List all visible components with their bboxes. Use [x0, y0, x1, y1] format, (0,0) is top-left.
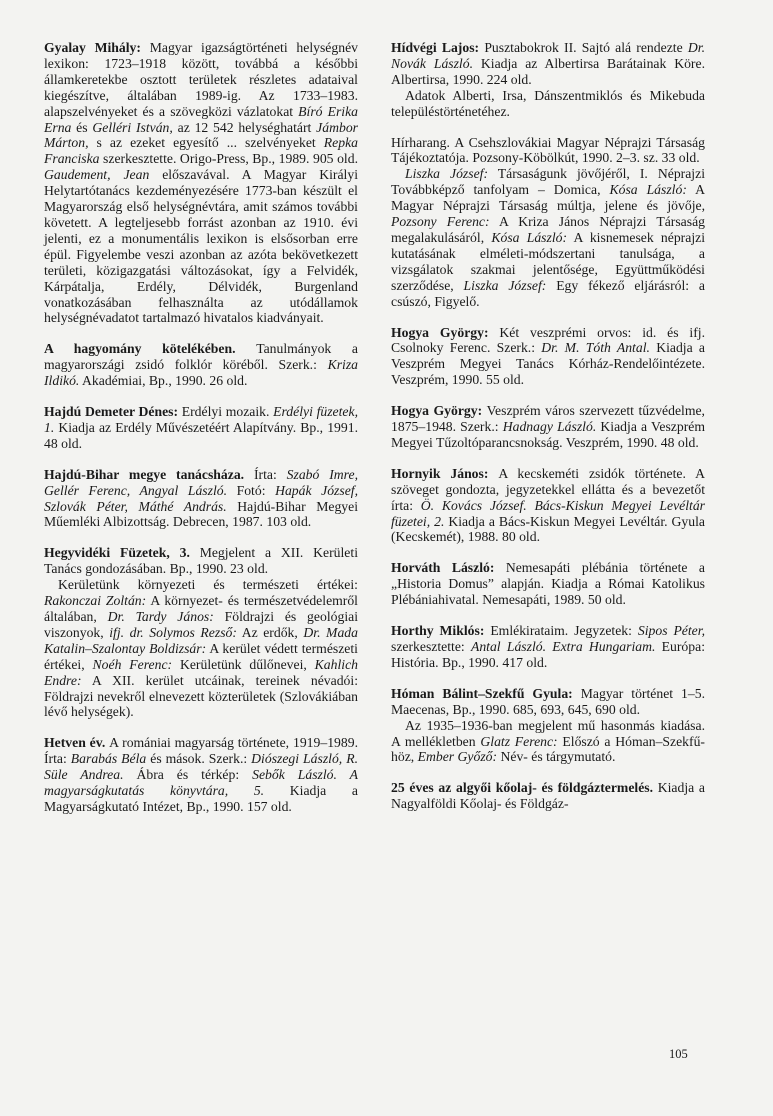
entry-heading: Hajdú-Bihar megye tanácsháza. — [44, 466, 254, 482]
entry-citation — [44, 341, 358, 389]
text-run: Társaságunk jövőjéről, I. Néprajzi Továbbképző tanfolyam – Domica, — [391, 166, 705, 198]
italic-text: ifj. dr. Solymos Rezső: — [109, 624, 237, 640]
text-run: Kerületünk környezeti és természeti értékei: — [58, 577, 358, 593]
entry-citation — [44, 404, 358, 452]
entry-annotation — [391, 166, 705, 309]
text-run: Ábra és térkép: — [123, 767, 253, 783]
bibliography-entry — [44, 40, 358, 326]
entry-citation — [391, 466, 705, 546]
entry-heading: A hagyomány kötelékében. — [44, 341, 257, 357]
italic-text: Noéh Ferenc: — [92, 656, 173, 672]
italic-text: Liszka József: — [405, 166, 489, 182]
entry-citation — [44, 735, 358, 815]
text-run: Kiadja az Erdély Művészetéért Alapítvány. Bp., 1991. 48 old. — [44, 419, 358, 451]
text-run: A kecskeméti zsidók története. A szöveget gondozta, jegyzetekkel ellátta és a bevezetőt írta: — [391, 465, 705, 513]
entry-heading: Horváth László: — [391, 560, 506, 576]
italic-text: Glatz Ferenc: — [480, 733, 558, 749]
entry-citation — [391, 623, 705, 671]
entry-citation — [391, 135, 705, 167]
italic-text: Gaudement, Jean — [44, 167, 150, 183]
text-run: Európa: História. Bp., 1990. 417 old. — [391, 639, 705, 670]
text-run: Megjelent a XII. Kerületi Tanács gondozásában. Bp., 1990. 23 old. — [44, 545, 358, 577]
italic-text: Hapák József, Szlovák Péter, Máthé András. — [44, 482, 358, 514]
entry-heading: Gyalay Mihály: — [44, 40, 150, 55]
text-run: A romániai magyarság története, 1919–1989. Írta: — [44, 735, 358, 767]
text-run: A Kriza János Néprajzi Társaság megalakulásáról, — [391, 214, 705, 245]
entry-annotation — [391, 718, 705, 766]
entry-heading: Hajdú Demeter Dénes: — [44, 404, 182, 420]
italic-text: Szabó Imre, Gellér Ferenc, Angyal László. — [44, 466, 358, 498]
bibliography-entry — [391, 780, 705, 812]
italic-text: Dr. Novák László. — [391, 40, 705, 71]
entry-citation — [44, 467, 358, 531]
text-run: Nemesapáti plébánia története a „Historia Domus” alapján. Kiadja a Római Katolikus Plébániahivatal. Nemesapáti, 1989. 50 old. — [391, 560, 705, 608]
italic-text: Kósa László: — [609, 182, 687, 198]
bibliography-entry — [391, 623, 705, 671]
text-run: A környezet- és természetvédelemről általában, — [44, 593, 358, 624]
text-run: Tanulmányok a magyarországi zsidó folklór köréből. Szerk.: — [44, 341, 358, 373]
bibliography-entry — [391, 40, 705, 120]
bibliography-entry — [391, 686, 705, 766]
text-run: s az ezeket egyesítő ... szelvényeket — [88, 135, 324, 151]
text-run: és — [71, 119, 93, 135]
italic-text: Dr. Mada Katalin–Szalontay Boldizsár: — [44, 624, 358, 656]
italic-text: Kósa László: — [491, 229, 568, 245]
entry-citation — [391, 686, 705, 718]
italic-text: Dr. M. Tóth Antal. — [541, 340, 650, 356]
entry-heading: Hegyvidéki Füzetek, 3. — [44, 545, 200, 561]
text-run: Az erdők, — [236, 624, 304, 640]
entry-citation — [44, 40, 358, 326]
text-run: A kisnemesek néprajzi kutatásának elméleti-módszertani tanulsága, a vizsgálatok szakmai jelentősége, Együttműködési szerződése, — [391, 229, 705, 293]
italic-text: Hadnagy László. — [502, 419, 597, 435]
text-run: Kiadja a Veszprém Megyei Tanács Kórház-Rendelőintézete. Veszprém, 1990. 55 old. — [391, 340, 706, 388]
text-run: A Magyar Néprajzi Társaság múltja, jelene és jövője, — [391, 182, 705, 214]
italic-text: Sipos Péter, — [637, 623, 705, 639]
bibliography-entry — [391, 135, 705, 310]
text-run: A XII. kerület utcáinak, tereinek névadói: Földrajzi nevekről elnevezett közterületek (Szlovákiában lévő helységek). — [44, 672, 358, 720]
entry-citation — [391, 560, 705, 608]
italic-text: Sebők László. A magyarságkutatás könyvtára, 5. — [44, 767, 359, 799]
italic-text: Jámbor Márton, — [44, 119, 358, 151]
italic-text: Pozsony Ferenc: — [391, 214, 490, 230]
text-run: Kiadja a Nagyalföldi Kőolaj- és Földgáz- — [391, 780, 706, 812]
bibliography-entry — [44, 404, 358, 452]
text-run: az 12 542 helységhatárt — [172, 119, 317, 135]
text-run: Magyar igazságtörténeti helységnév lexikon: 1723–1918 között, továbbá a későbbi államkeretekbe osztott területek részletes adataival kiegészítve, általában 1989-ig. Az 1733–1983. alapszelvényeket és a szövegközi vázlatokat — [44, 40, 358, 119]
entry-heading: 25 éves az algyői kőolaj- és földgáztermelés. — [391, 780, 658, 796]
bibliography-entry — [44, 735, 358, 815]
text-run: Kerületünk dűlőnevei, — [172, 656, 315, 672]
text-run: Erdélyi mozaik. — [181, 404, 274, 420]
italic-text: Kriza Ildikó. — [44, 357, 358, 389]
entry-citation — [391, 780, 705, 812]
italic-text: Erdélyi füzetek, 1. — [44, 404, 359, 435]
italic-text: Ö. Kovács József. Bács-Kiskun Megyei Levéltár füzetei, 2. — [391, 497, 705, 529]
bibliography-entry — [44, 545, 358, 720]
text-run: Emlékirataim. Jegyzetek: — [490, 623, 638, 639]
text-run: előszavával. A Magyar Királyi Helytartótanács kezdeményezésére 1773-ban készült el Magyarország első helységnévtára, amit számos további követett. A legteljesebb forrást azonban az 1910. évi jelenti, ez a monumentális lexikon is elsősorban erre épül. Figyelembe veszi azonban az azóta bekövetkezett területi, közigazgatási változásokat, így a Felvidék, Kárpátalja, Erdély, Délvidék, Burgenland vonatkozásában felhasználta az utódállamok helységnévadatot tartalmazó hivatalos kiadványait. — [44, 167, 358, 326]
bibliography-entry — [391, 560, 705, 608]
italic-text: Antal László. Extra Hungariam. — [470, 639, 656, 654]
bibliography-entry — [391, 403, 705, 451]
entry-heading: Hetven év. — [44, 735, 110, 751]
text-run: Adatok Alberti, Irsa, Dánszentmiklós és Mikebuda településtörténetéhez. — [391, 87, 705, 119]
entry-heading: Hídvégi Lajos: — [391, 40, 485, 55]
text-run: szerkesztette: — [391, 639, 471, 654]
text-run: Kiadja a Magyarságkutató Intézet, Bp., 1990. 157 old. — [44, 783, 358, 814]
text-run: Az 1935–1936-ban megjelent mű hasonmás kiadása. A mellékletben — [391, 717, 705, 749]
bibliography-entry — [391, 325, 705, 389]
italic-text: Repka Franciska — [44, 135, 358, 167]
entry-annotation — [44, 577, 358, 720]
left-column — [44, 40, 358, 830]
italic-text: Barabás Béla — [70, 751, 147, 767]
entry-citation — [391, 325, 705, 389]
bibliography-entry — [391, 466, 705, 546]
text-run: Fotó: — [227, 482, 276, 498]
italic-text: Bíró Erika Erna — [44, 103, 358, 135]
bibliography-entry — [44, 467, 358, 531]
italic-text: Rakonczai Zoltán: — [44, 593, 147, 609]
text-run: Név- és tárgymutató. — [497, 749, 616, 765]
text-run: Veszprém város szervezett tűzvédelme, 1875–1948. Szerk.: — [391, 403, 705, 435]
text-run: Pusztabokrok II. Sajtó alá rendezte — [484, 40, 688, 55]
italic-text: Dr. Tardy János: — [107, 609, 214, 624]
page-number: 105 — [669, 1047, 688, 1061]
text-run: Előszó a Hóman–Szekfű-höz, — [391, 733, 705, 765]
bibliography-entry — [44, 341, 358, 389]
text-run: Hajdú-Bihar Megyei Műemléki Albizottság. Debrecen, 1987. 103 old. — [44, 498, 359, 530]
entry-heading: Hornyik János: — [391, 465, 499, 481]
entry-heading: Hóman Bálint–Szekfű Gyula: — [391, 685, 581, 701]
text-run: Magyar történet 1–5. Maecenas, Bp., 1990. 685, 693, 645, 690 old. — [391, 685, 706, 717]
entry-heading: Hogya György: — [391, 324, 500, 340]
text-run: Kiadja a Bács-Kiskun Megyei Levéltár. Gyula (Kecskemét), 1988. 80 old. — [391, 513, 705, 545]
text-run: Írta: — [253, 466, 287, 482]
italic-text: Gelléri István, — [92, 119, 173, 135]
text-run: Egy fékező eljárásról: a csúszó, Figyelő. — [391, 277, 705, 309]
text-run: Földrajzi és geológiai viszonyok, — [44, 609, 358, 640]
text-run: Kiadja az Albertirsa Barátainak Köre. Albertirsa, 1990. 224 old. — [391, 55, 705, 87]
entry-annotation — [391, 88, 705, 120]
italic-text: Diószegi László, R. Süle Andrea. — [44, 751, 358, 783]
text-run: Hírharang. — [391, 134, 455, 150]
italic-text: Ember Győző: — [417, 749, 498, 765]
entry-citation — [391, 40, 705, 88]
text-run: A Csehszlovákiai Magyar Néprajzi Társaság Tájékoztatója. Pozsony-Köbölkút, 1990. 2–3. sz. 33 old. — [391, 134, 705, 166]
entry-heading: Horthy Miklós: — [391, 623, 491, 639]
text-run: Két veszprémi orvos: id. és ifj. Csolnoky Ferenc. Szerk.: — [391, 324, 705, 356]
entry-heading: Hogya György: — [391, 403, 487, 419]
text-run: Akadémiai, Bp., 1990. 26 old. — [79, 373, 248, 389]
text-run: és mások. Szerk.: — [146, 751, 252, 767]
entry-citation — [391, 403, 705, 451]
text-run: szerkesztette. Origo-Press, Bp., 1989. 905 old. — [99, 151, 358, 167]
italic-text: Liszka József: — [463, 277, 547, 293]
text-run: Kiadja a Veszprém Megyei Tűzoltóparancsnokság. Veszprém, 1990. 48 old. — [391, 419, 706, 450]
right-column — [391, 40, 705, 827]
text-run: A kerület védett természeti értékei, — [44, 640, 358, 672]
entry-citation — [44, 545, 358, 577]
italic-text: Kahlich Endre: — [44, 656, 358, 688]
